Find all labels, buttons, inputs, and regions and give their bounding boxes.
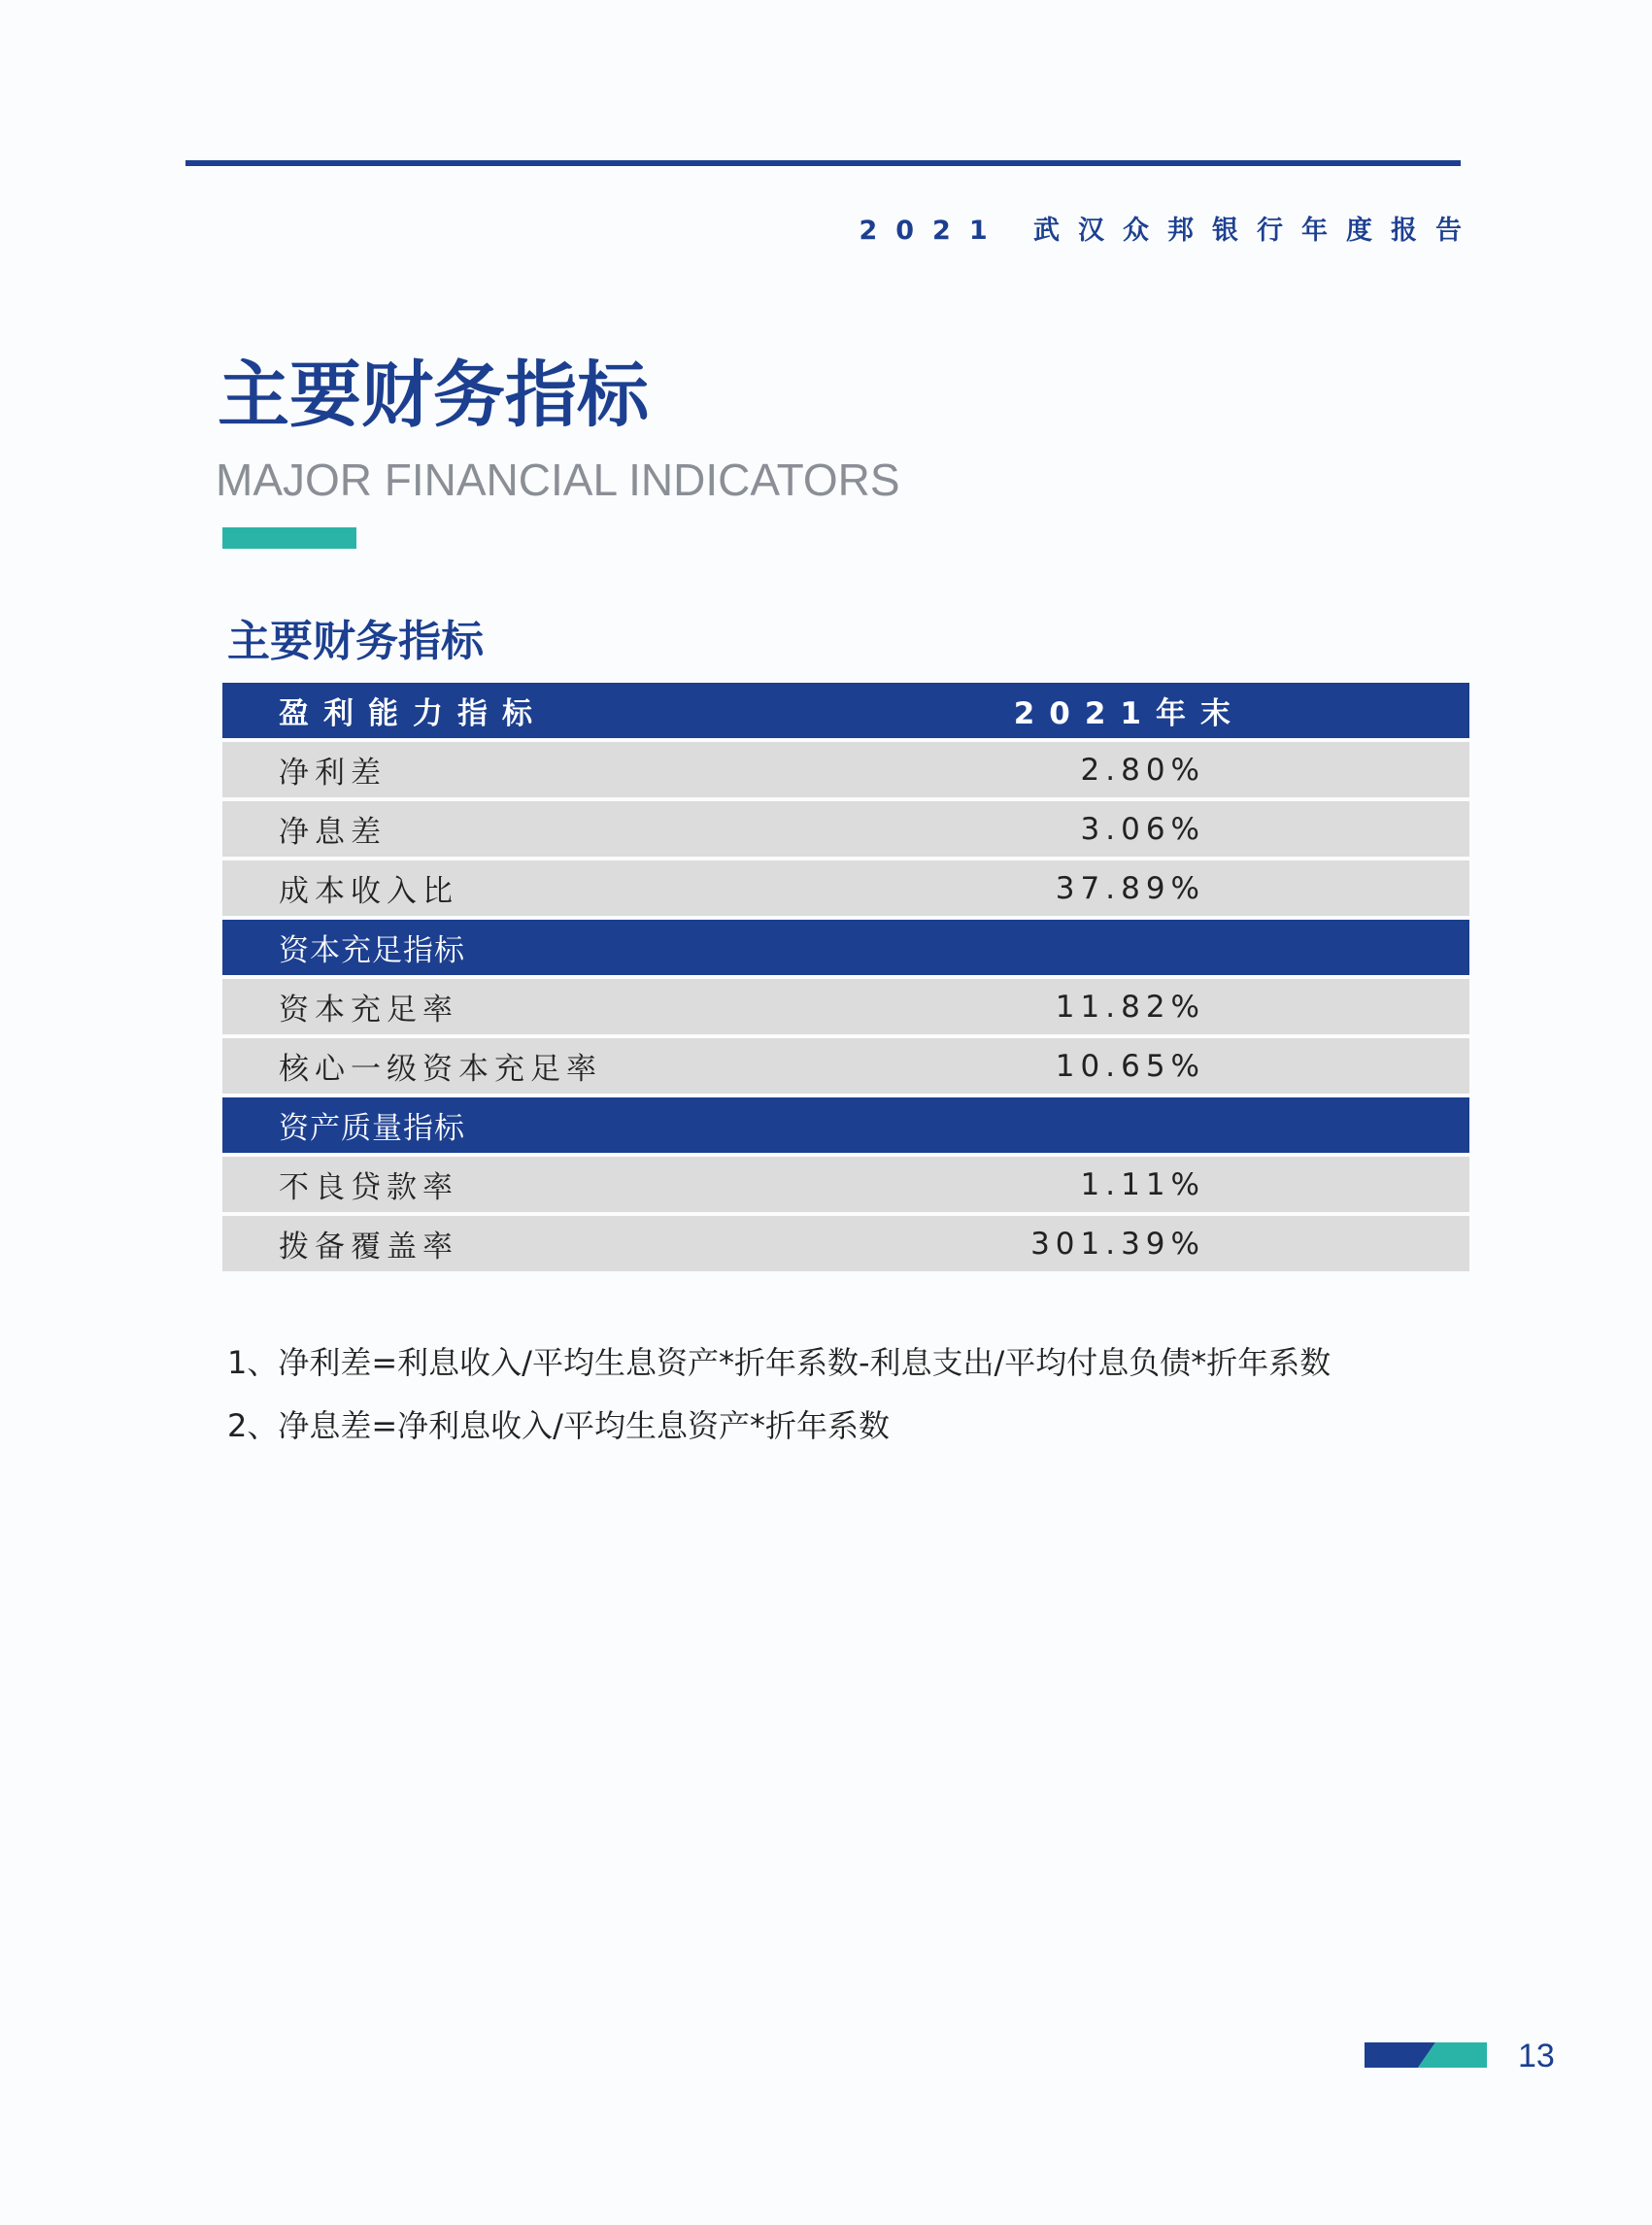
group-label: 资产质量指标 (279, 1111, 465, 1146)
group-label: 资本充足指标 (279, 933, 465, 968)
report-name: 2021 武汉众邦银行年度报告 (859, 216, 1480, 246)
header-rule (185, 160, 1461, 166)
row-value: 37.89% (1055, 870, 1205, 906)
table-row (222, 979, 1469, 1034)
table-header-label: 盈利能力指标 (279, 696, 547, 731)
footnote-net-interest-spread: 1、净利差=利息收入/平均生息资产*折年系数-利息支出/平均付息负债*折年系数 (227, 1344, 1332, 1381)
row-label: 资本充足率 (279, 993, 458, 1028)
row-label: 成本收入比 (279, 874, 458, 909)
page-number: 13 (1518, 2038, 1555, 2074)
row-value: 10.65% (1055, 1048, 1205, 1084)
row-label: 净利差 (279, 756, 387, 791)
page-subtitle: MAJOR FINANCIAL INDICATORS (216, 455, 900, 505)
row-value: 3.06% (1080, 811, 1205, 847)
table-row (222, 801, 1469, 857)
footer-accent-bar (1365, 2042, 1487, 2068)
footnote-net-interest-margin: 2、净息差=净利息收入/平均生息资产*折年系数 (227, 1407, 890, 1444)
section-title: 主要财务指标 (227, 617, 484, 666)
title-accent-bar (222, 527, 356, 549)
table-row (222, 1157, 1469, 1212)
page-title: 主要财务指标 (218, 354, 649, 437)
table-header (222, 683, 1469, 738)
row-label: 拨备覆盖率 (279, 1230, 458, 1264)
table-header-value: 2021年末 (1013, 696, 1245, 731)
table-group-header (222, 1097, 1469, 1153)
row-label: 不良贷款率 (279, 1170, 458, 1205)
row-value: 11.82% (1055, 989, 1205, 1025)
table-row (222, 1216, 1469, 1271)
row-value: 301.39% (1030, 1226, 1205, 1262)
row-value: 2.80% (1080, 752, 1205, 788)
row-label: 核心一级资本充足率 (279, 1052, 602, 1087)
table-row (222, 860, 1469, 916)
table-row (222, 742, 1469, 797)
table-row (222, 1038, 1469, 1094)
row-label: 净息差 (279, 815, 387, 850)
row-value: 1.11% (1080, 1166, 1205, 1202)
indicator-table (222, 683, 1469, 1275)
table-group-header (222, 920, 1469, 975)
